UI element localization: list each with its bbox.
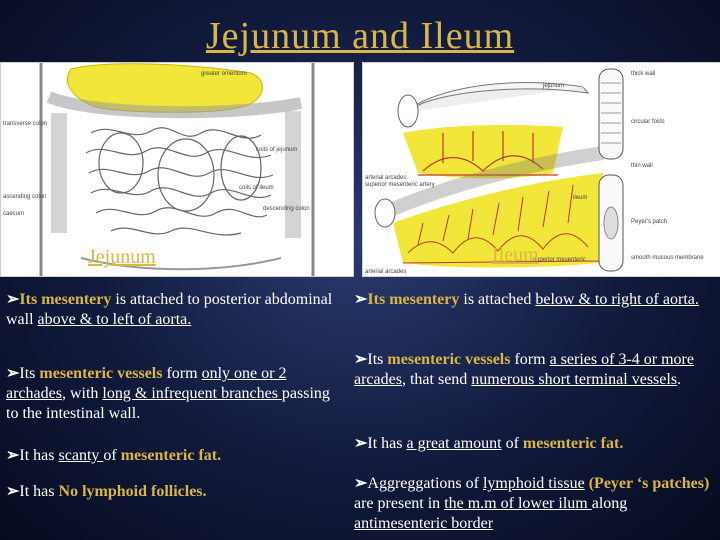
location-lower-ileum: the m.m of lower ilum (444, 495, 592, 512)
text-segment: of (501, 435, 523, 452)
label-circular-folds: circular folds (631, 119, 665, 125)
arcade-count: only one or 2 archades (6, 365, 287, 402)
ileum-point-vessels (354, 350, 716, 390)
jejunum-heading: Jejunum (88, 246, 156, 268)
term-antimesenteric-border: antimesenteric border (354, 515, 494, 532)
abdominal-cavity-illustration (0, 62, 354, 277)
term-peyers-patches: (Peyer ‘s patches) (584, 475, 710, 492)
jejunum-point-vessels (6, 364, 346, 424)
bullet-arrow-icon: ➢ (6, 365, 20, 382)
bullet-arrow-icon: ➢ (354, 291, 368, 308)
label-transverse-colon: transverse colon (3, 121, 48, 127)
text-segment: is attached to posterior abdominal wall (6, 291, 333, 328)
fat-amount: scanty (58, 447, 104, 464)
bullet-arrow-icon: ➢ (354, 475, 368, 492)
label-ascending-colon: ascending colon (3, 194, 47, 200)
arcade-count: a series of 3-4 or more arcades (354, 351, 694, 388)
text-segment: , with (61, 385, 103, 402)
ileum-heading: Ileum (492, 244, 539, 266)
terminal-vessels-description: numerous short terminal vessels (471, 371, 678, 388)
mesentery-position: above & to left of aorta. (37, 311, 192, 328)
branch-description: long & infrequent branches (102, 385, 282, 402)
label-coils-of-ileum: coils of ileum (239, 185, 274, 191)
bullet-arrow-icon: ➢ (354, 435, 368, 452)
jejunum-point-mesentery (6, 290, 346, 330)
fat-amount: a great amount (406, 435, 502, 452)
text-segment: are present in (354, 495, 445, 512)
term-mesenteric-vessels: mesenteric vessels (387, 351, 511, 368)
bullet-arrow-icon: ➢ (6, 291, 20, 308)
term-lymphoid-tissue: lymphoid tissue (482, 475, 585, 492)
intestine-segments-drawing (363, 63, 720, 276)
term-no-lymphoid-follicles: No lymphoid follicles. (58, 483, 207, 500)
text-segment: Aggreggations of (367, 475, 483, 492)
text-segment: is attached (459, 291, 536, 308)
intestine-coils-drawing (1, 63, 353, 276)
text-segment: . (677, 371, 682, 388)
text-segment: It has (19, 483, 59, 500)
label-coils-of-jejunum: coils of jejunum (256, 147, 298, 153)
label-arterial-arcades: arterial arcades (365, 175, 407, 181)
text-segment: It has (19, 447, 59, 464)
text-segment: passing to the intestinal wall. (6, 385, 330, 422)
slide-title: Jejunum and Ileum (205, 15, 515, 57)
term-mesenteric-fat: mesenteric fat. (522, 435, 624, 452)
text-segment: of (103, 447, 121, 464)
bullet-arrow-icon: ➢ (354, 351, 368, 368)
label-superior-mesenteric: superior mesenteric (533, 257, 586, 263)
mesentery-position: below & to right of aorta. (535, 291, 699, 308)
jejunum-ileum-comparison-illustration (362, 62, 720, 277)
ileum-point-fat (354, 434, 716, 454)
text-segment: Its (19, 291, 42, 308)
text-segment: Its (367, 351, 388, 368)
label-thin-wall: thin wall (631, 163, 653, 169)
label-ileum: ileum (573, 195, 588, 201)
label-arterial-arcades-2: arterial arcades (365, 269, 407, 275)
text-segment: Its (19, 365, 40, 382)
jejunum-point-lymphoid (6, 482, 346, 502)
term-mesenteric-fat: mesenteric fat. (120, 447, 222, 464)
label-greater-omentum: greater omentum (201, 71, 247, 77)
term-mesentery: mesentery (41, 291, 112, 308)
text-segment: form (162, 365, 202, 382)
label-descending-colon: descending colon (263, 206, 310, 212)
bullet-arrow-icon: ➢ (6, 483, 20, 500)
label-peyers-patch: Peyer's patch (631, 219, 668, 225)
label-superior-mesenteric-artery: superior mesenteric artery (365, 182, 435, 188)
ileum-point-lymphoid (354, 474, 716, 534)
text-segment: , that send (401, 371, 472, 388)
label-smooth-mucous-membrane: smooth mucous membrane (631, 255, 704, 261)
term-mesenteric-vessels: mesenteric vessels (39, 365, 163, 382)
text-segment: It has (367, 435, 407, 452)
label-jejunum: jejunum (543, 83, 565, 89)
ileum-point-mesentery (354, 290, 716, 310)
text-segment: along (591, 495, 628, 512)
label-caecum: caecum (3, 211, 25, 217)
label-thick-wall: thick wall (631, 71, 656, 77)
jejunum-point-fat (6, 446, 346, 466)
bullet-arrow-icon: ➢ (6, 447, 20, 464)
term-mesentery: Its mesentery (367, 291, 460, 308)
text-segment: form (510, 351, 550, 368)
